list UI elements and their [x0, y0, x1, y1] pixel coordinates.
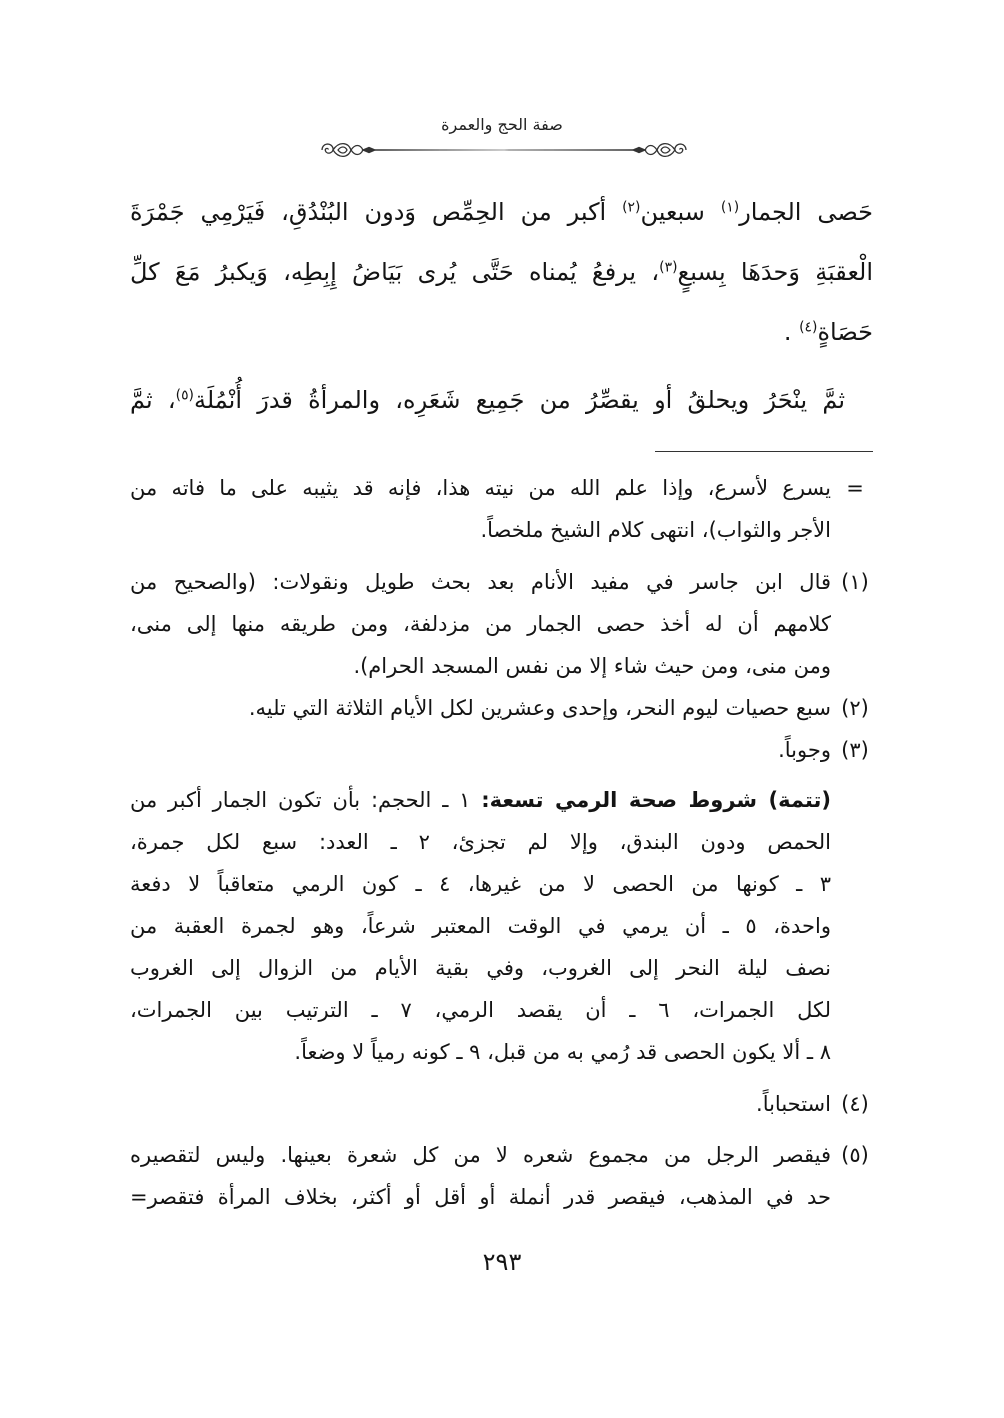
footnote-marker: (٥) — [841, 1143, 869, 1167]
footnote-marker: = — [846, 476, 864, 500]
footnote-1 — [130, 561, 873, 687]
text-run: حَصَاةٍ — [817, 318, 873, 346]
footnote-text — [130, 687, 831, 729]
footnote-line — [130, 779, 831, 821]
footnote-text — [130, 1083, 831, 1125]
footnote-line: الحمص ودون البندق، وإلا لم تجزئ، ٢ ـ العدد: سبع لكل جمرة، — [130, 830, 831, 854]
footnote-line: فيقصر الرجل من مجموع شعره لا من كل شعرة بعينها. وليس لتقصيره — [130, 1143, 831, 1167]
header-ornament — [314, 138, 694, 162]
footnote-text — [130, 1134, 831, 1218]
main-text-line — [130, 302, 873, 362]
footnote-line: ومن منى، ومن حيث شاء إلا من نفس المسجد الحرام). — [353, 654, 831, 678]
footnote-line: واحدة، ٥ ـ أن يرمي في الوقت المعتبر شرعاً، وهو لجمرة العقبة من — [130, 914, 832, 938]
footnote-marker: (٢) — [841, 696, 869, 720]
footnote-continued — [130, 467, 873, 551]
footnote-3 — [130, 729, 873, 771]
footnote-line: يسرع لأسرع، وإذا علم الله من نيته هذا، فإنه قد يثيبه على ما فاته من — [130, 476, 831, 500]
footnote-marker: (٤) — [841, 1092, 869, 1116]
main-text-line — [130, 242, 873, 302]
text-run: حَصى الجمار — [739, 198, 874, 226]
ornament-left — [322, 144, 375, 157]
footnote-line: استحباباً. — [756, 1092, 831, 1116]
footnote-tatimma — [130, 779, 873, 1073]
text-run: ، ثمَّ — [130, 386, 176, 414]
footnote-line: ٣ ـ كونها من الحصى لا من غيرها، ٤ ـ كون الرمي متعاقباً لا دفعة — [130, 872, 831, 896]
text-run: سبعين — [640, 198, 721, 226]
page-number: ٢٩٣ — [482, 1248, 522, 1276]
footnote-text — [130, 561, 831, 687]
text-run: ، يرفعُ يُمناه حَتَّى يُرى بَيَاضُ إِبِطِه، وَيكبرُ مَعَ كلِّ — [130, 258, 660, 286]
ornament-rule — [375, 149, 633, 151]
footnote-text — [130, 729, 831, 771]
footnote-line: نصف ليلة النحر إلى الغروب، وفي بقية الأيام من الزوال إلى الغروب — [130, 956, 831, 980]
footnote-ref: (٣) — [659, 259, 678, 276]
footnote-text — [130, 467, 831, 551]
footnote-line: ٨ ـ ألا يكون الحصى قد رُمي به من قبل، ٩ ـ كونه رمياً لا وضعاً. — [294, 1040, 831, 1064]
footnote-line: الأجر والثواب)، انتهى كلام الشيخ ملخصاً. — [480, 518, 831, 542]
footnote-line: قال ابن جاسر في مفيد الأنام بعد بحث طويل ونقولات: (والصحيح من — [130, 570, 831, 594]
footnote-line: وجوباً. — [778, 738, 831, 762]
footnote-2 — [130, 687, 873, 729]
ornament-right — [633, 144, 686, 157]
text-run: . — [783, 318, 800, 346]
footnote-marker: (١) — [841, 570, 869, 594]
footnote-text — [130, 779, 831, 1073]
footnote-line: سبع حصيات ليوم النحر، وإحدى وعشرين لكل الأيام الثلاثة التي تليه. — [248, 696, 831, 720]
footnote-5 — [130, 1134, 873, 1218]
footnote-ref: (٤) — [799, 319, 818, 336]
tatimma-label: (تتمة) شروط صحة الرمي تسعة: — [481, 788, 831, 812]
main-text-paragraph-2 — [130, 370, 873, 430]
footnote-4 — [130, 1083, 873, 1125]
main-text-line — [130, 182, 873, 242]
text-run: ثمَّ ينْحَرُ ويحلقُ أو يقصِّرُ من جَمِيع شَعَرِه، والمرأةُ قدرَ أُنْمُلَة — [193, 386, 846, 414]
main-text-paragraph-1 — [130, 182, 873, 362]
footnote-separator — [655, 451, 873, 452]
text-run: الْعقبَةِ وَحدَهَا بِسبعٍ — [677, 258, 874, 286]
text-run: ١ ـ الحجم: بأن تكون الجمار أكبر من — [130, 788, 482, 812]
footnote-ref: (٥) — [175, 387, 194, 404]
text-run: أكبر من الحِمِّص وَدون البُنْدُقِ، فَيَرْمِي جَمْرَةَ — [130, 198, 623, 226]
running-header-title: صفة الحج والعمرة — [441, 115, 563, 134]
footnote-line: حد في المذهب، فيقصر قدر أنملة أو أقل أو أكثر، بخلاف المرأة فتقصر= — [130, 1185, 831, 1209]
footnote-ref: (١) — [720, 199, 740, 216]
footnote-ref: (٢) — [622, 199, 641, 216]
footnote-line: كلامهم أن له أخذ حصى الجمار من مزدلفة، ومن طريقه منها إلى منى، — [130, 612, 831, 636]
footnote-marker: (٣) — [841, 738, 869, 762]
main-text-line — [130, 370, 873, 430]
footnote-line: لكل الجمرات، ٦ ـ أن يقصد الرمي، ٧ ـ الترتيب بين الجمرات، — [130, 998, 831, 1022]
